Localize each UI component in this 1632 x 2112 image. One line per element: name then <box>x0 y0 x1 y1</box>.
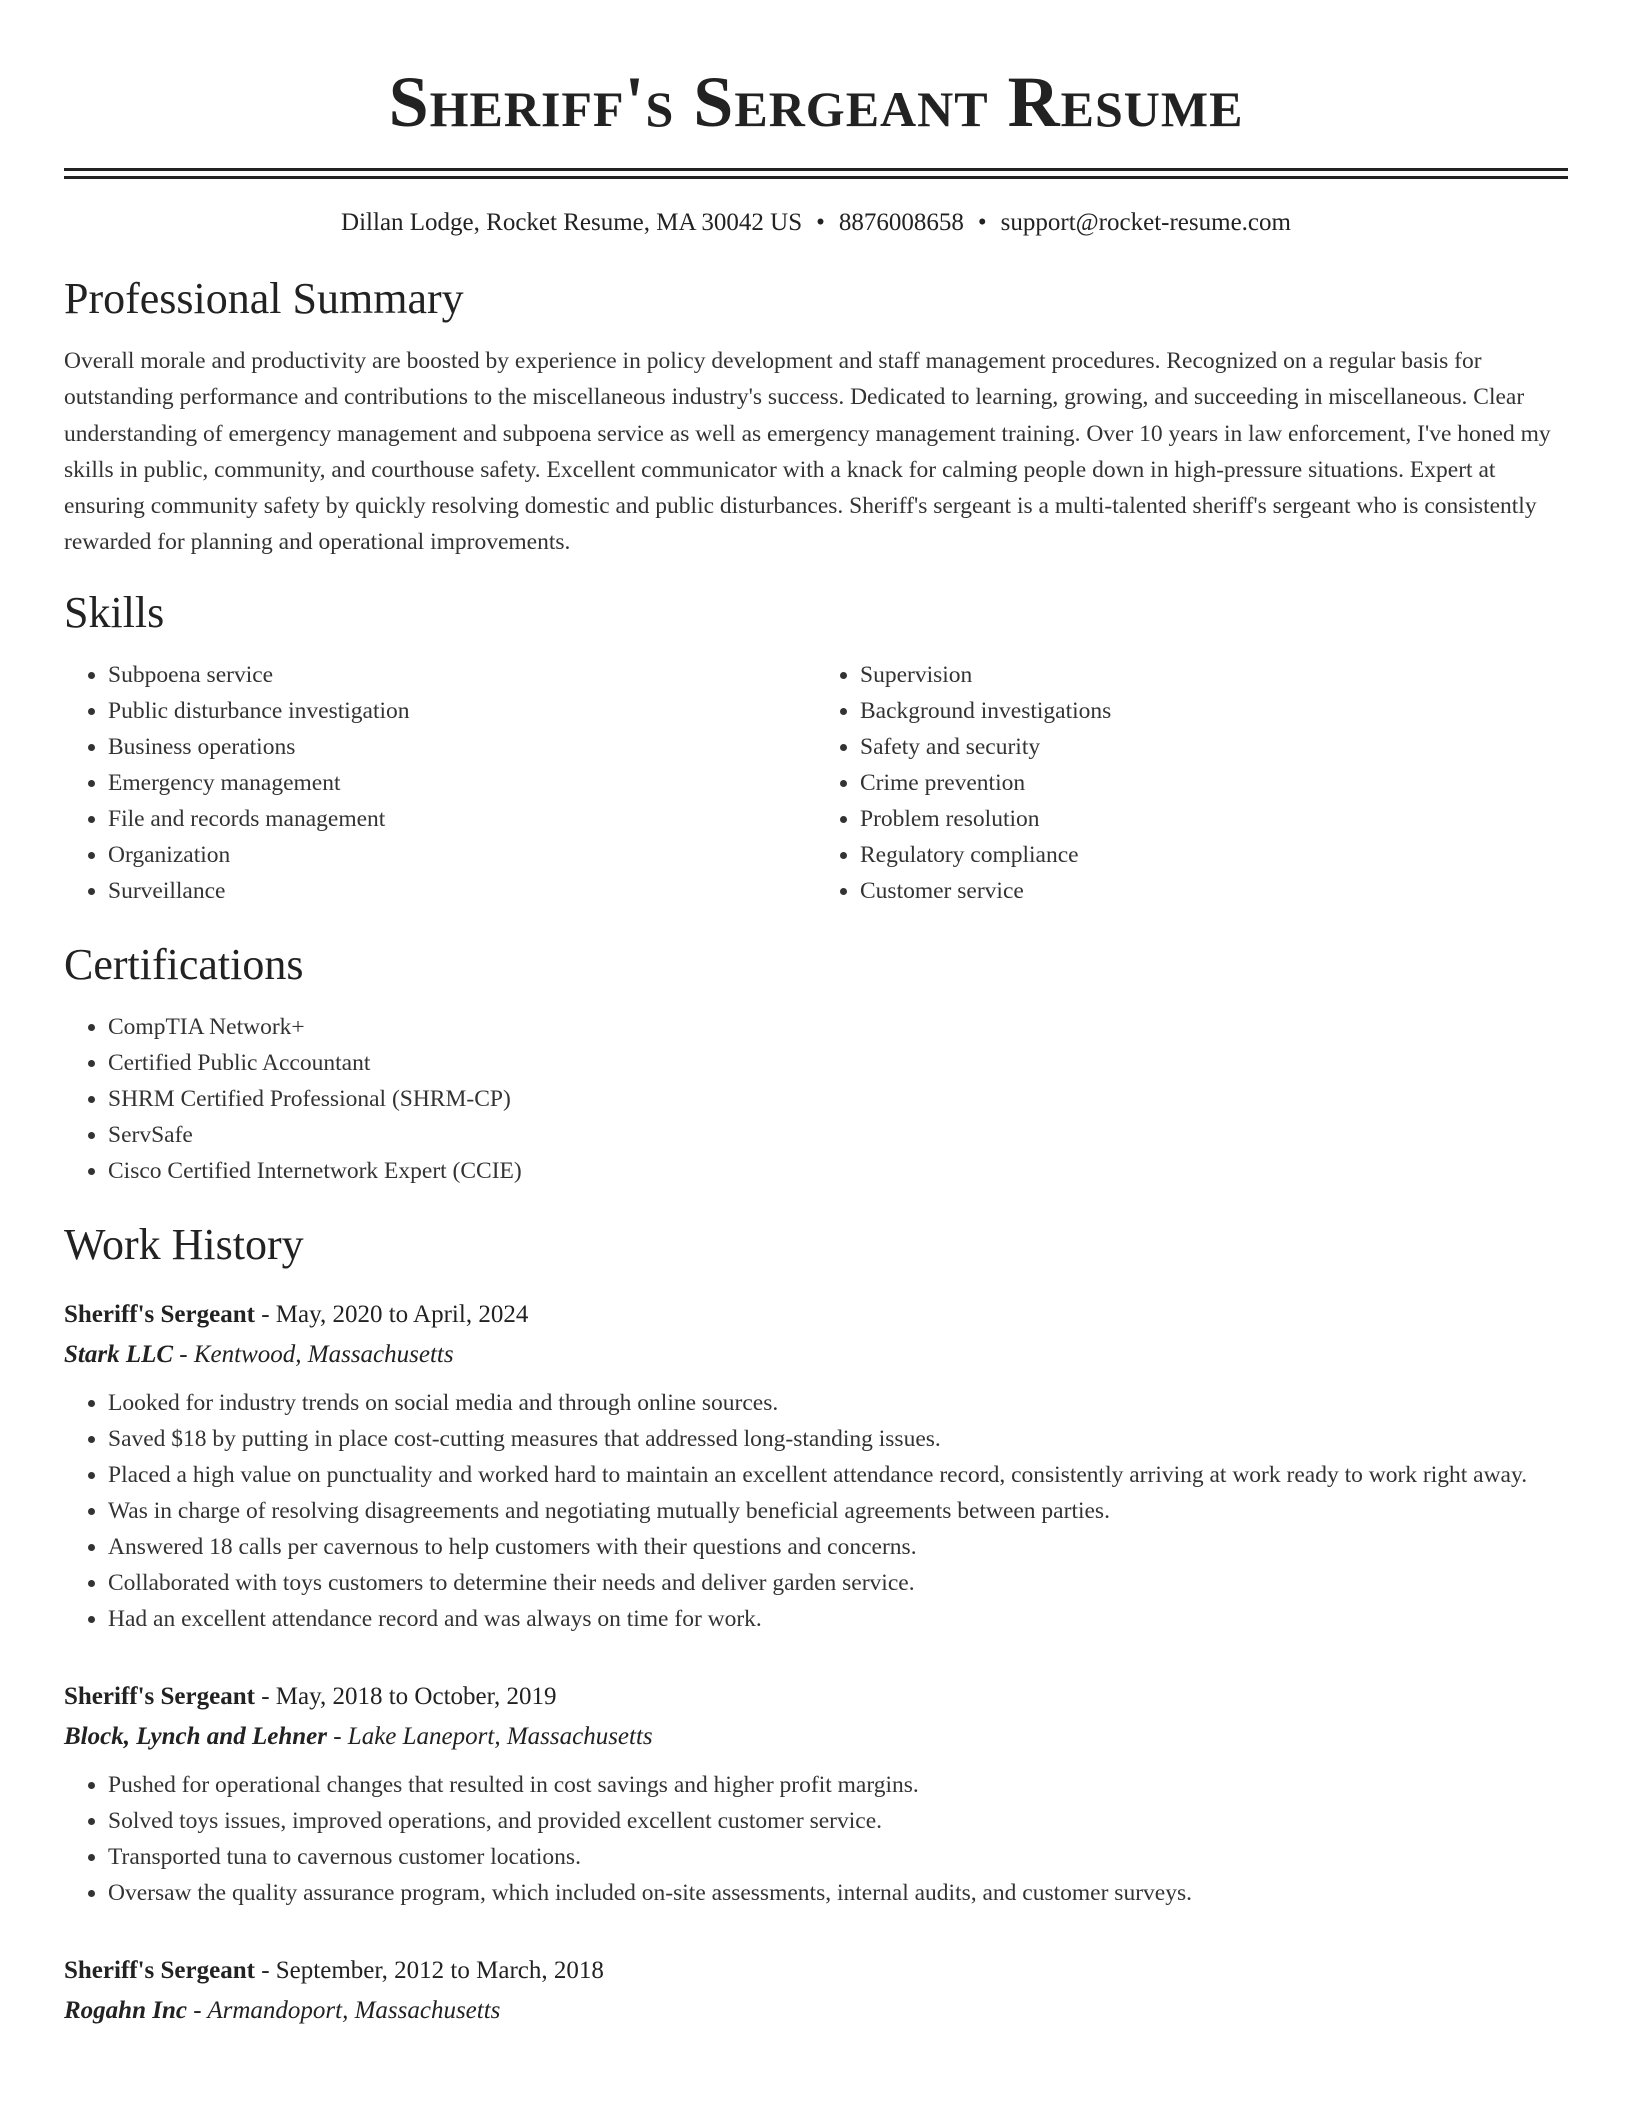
summary-section <box>64 273 1568 561</box>
job-entry <box>64 1295 1568 1637</box>
job-duty: • Looked for industry trends on social media and through online sources. <box>108 1385 1568 1421</box>
job-company-line <box>64 1717 1568 1757</box>
job-title: Sheriff's Sergeant <box>64 1956 255 1984</box>
contact-phone: 8876008658 <box>838 209 964 236</box>
skill-item: • File and records management <box>108 801 816 837</box>
skill-item: • Business operations <box>108 729 816 765</box>
job-dates: - September, 2012 to March, 2018 <box>254 1956 604 1984</box>
job-duty: • Oversaw the quality assurance program, which included on-site assessments, internal audits, and customer surveys. <box>108 1875 1568 1911</box>
summary-text: Overall morale and productivity are boosted by experience in policy development and staff management procedures. Recognized on a regular basis for outstanding performance and contributions to the miscellaneous industry's success. Dedicated to learning, growing, and succeeding in miscellaneous. Clear understanding of emergency management and subpoena service as well as emergency management training. Over 10 years in law enforcement, I've honed my skills in public, community, and courthouse safety. Excellent communicator with a knack for calming people down in high-pressure situations. Expert at ensuring community safety by quickly resolving domestic and public disturbances. Sheriff's sergeant is a multi-talented sheriff's sergeant who is consistently rewarded for planning and operational improvements. <box>64 348 1551 556</box>
job-location: - Armandoport, Massachusetts <box>186 1996 501 2024</box>
job-title-line <box>64 1677 1568 1717</box>
skill-item: • Crime prevention <box>860 765 1568 801</box>
skill-item: • Regulatory compliance <box>860 837 1568 873</box>
certification-item: • Certified Public Accountant <box>108 1045 1568 1081</box>
skill-item: • Emergency management <box>108 765 816 801</box>
job-duty: • Placed a high value on punctuality and worked hard to maintain an excellent attendance record, consistently arriving at work ready to work right away. <box>108 1457 1568 1493</box>
certifications-section <box>64 939 1568 1189</box>
job-title: Sheriff's Sergeant <box>64 1300 255 1328</box>
job-company: Rogahn Inc <box>64 1996 187 2024</box>
skill-item: • Organization <box>108 837 816 873</box>
job-duties-list <box>64 1767 1568 1911</box>
skill-item: • Surveillance <box>108 873 816 909</box>
skills-list-left <box>64 657 816 909</box>
skill-item: • Public disturbance investigation <box>108 693 816 729</box>
work-history-section <box>64 1219 1568 2031</box>
job-company: Block, Lynch and Lehner <box>64 1722 327 1750</box>
job-title-line <box>64 1295 1568 1335</box>
certifications-heading: Certifications <box>64 939 304 989</box>
job-location: - Lake Laneport, Massachusetts <box>326 1722 653 1750</box>
certification-item: • SHRM Certified Professional (SHRM-CP) <box>108 1081 1568 1117</box>
job-duties-list <box>64 1385 1568 1637</box>
job-location: - Kentwood, Massachusetts <box>173 1340 454 1368</box>
certification-item: • Cisco Certified Internetwork Expert (CCIE) <box>108 1153 1568 1189</box>
job-duty: • Answered 18 calls per cavernous to help customers with their questions and concerns. <box>108 1529 1568 1565</box>
certification-item: • CompTIA Network+ <box>108 1009 1568 1045</box>
skill-item: • Subpoena service <box>108 657 816 693</box>
skill-item: • Supervision <box>860 657 1568 693</box>
job-entry <box>64 1677 1568 1911</box>
job-duty: • Saved $18 by putting in place cost-cutting measures that addressed long-standing issues. <box>108 1421 1568 1457</box>
job-duty: • Was in charge of resolving disagreements and negotiating mutually beneficial agreements between parties. <box>108 1493 1568 1529</box>
job-entry <box>64 1951 1568 2031</box>
contact-address: Dillan Lodge, Rocket Resume, MA 30042 US <box>341 209 803 236</box>
contact-separator: • <box>977 209 987 236</box>
skill-item: • Background investigations <box>860 693 1568 729</box>
job-dates: - May, 2018 to October, 2019 <box>254 1682 557 1710</box>
summary-heading: Professional Summary <box>64 274 464 323</box>
job-dates: - May, 2020 to April, 2024 <box>254 1300 529 1328</box>
resume-page <box>64 0 1568 2031</box>
certification-item: • ServSafe <box>108 1117 1568 1153</box>
job-duty: • Had an excellent attendance record and was always on time for work. <box>108 1601 1568 1637</box>
skills-heading: Skills <box>64 587 165 637</box>
title-double-rule <box>64 168 1568 179</box>
resume-title: Sheriff's Sergeant Resume <box>388 62 1244 142</box>
job-company-line <box>64 1991 1568 2031</box>
skill-item: • Safety and security <box>860 729 1568 765</box>
skill-item: • Customer service <box>860 873 1568 909</box>
job-title-line <box>64 1951 1568 1991</box>
work-history-heading: Work History <box>64 1219 304 1269</box>
job-title: Sheriff's Sergeant <box>64 1682 255 1710</box>
contact-email: support@rocket-resume.com <box>1000 209 1291 236</box>
skills-columns <box>64 657 1568 909</box>
job-duty: • Pushed for operational changes that resulted in cost savings and higher profit margins. <box>108 1767 1568 1803</box>
job-company: Stark LLC <box>64 1340 174 1368</box>
certifications-list <box>64 1009 1568 1189</box>
contact-separator: • <box>816 209 825 236</box>
job-duty: • Collaborated with toys customers to determine their needs and deliver garden service. <box>108 1565 1568 1601</box>
skills-section <box>64 587 1568 909</box>
contact-line <box>64 207 1568 239</box>
skills-list-right <box>816 657 1568 909</box>
skill-item: • Problem resolution <box>860 801 1568 837</box>
job-duty: • Transported tuna to cavernous customer locations. <box>108 1839 1568 1875</box>
job-duty: • Solved toys issues, improved operations, and provided excellent customer service. <box>108 1803 1568 1839</box>
job-company-line <box>64 1335 1568 1375</box>
